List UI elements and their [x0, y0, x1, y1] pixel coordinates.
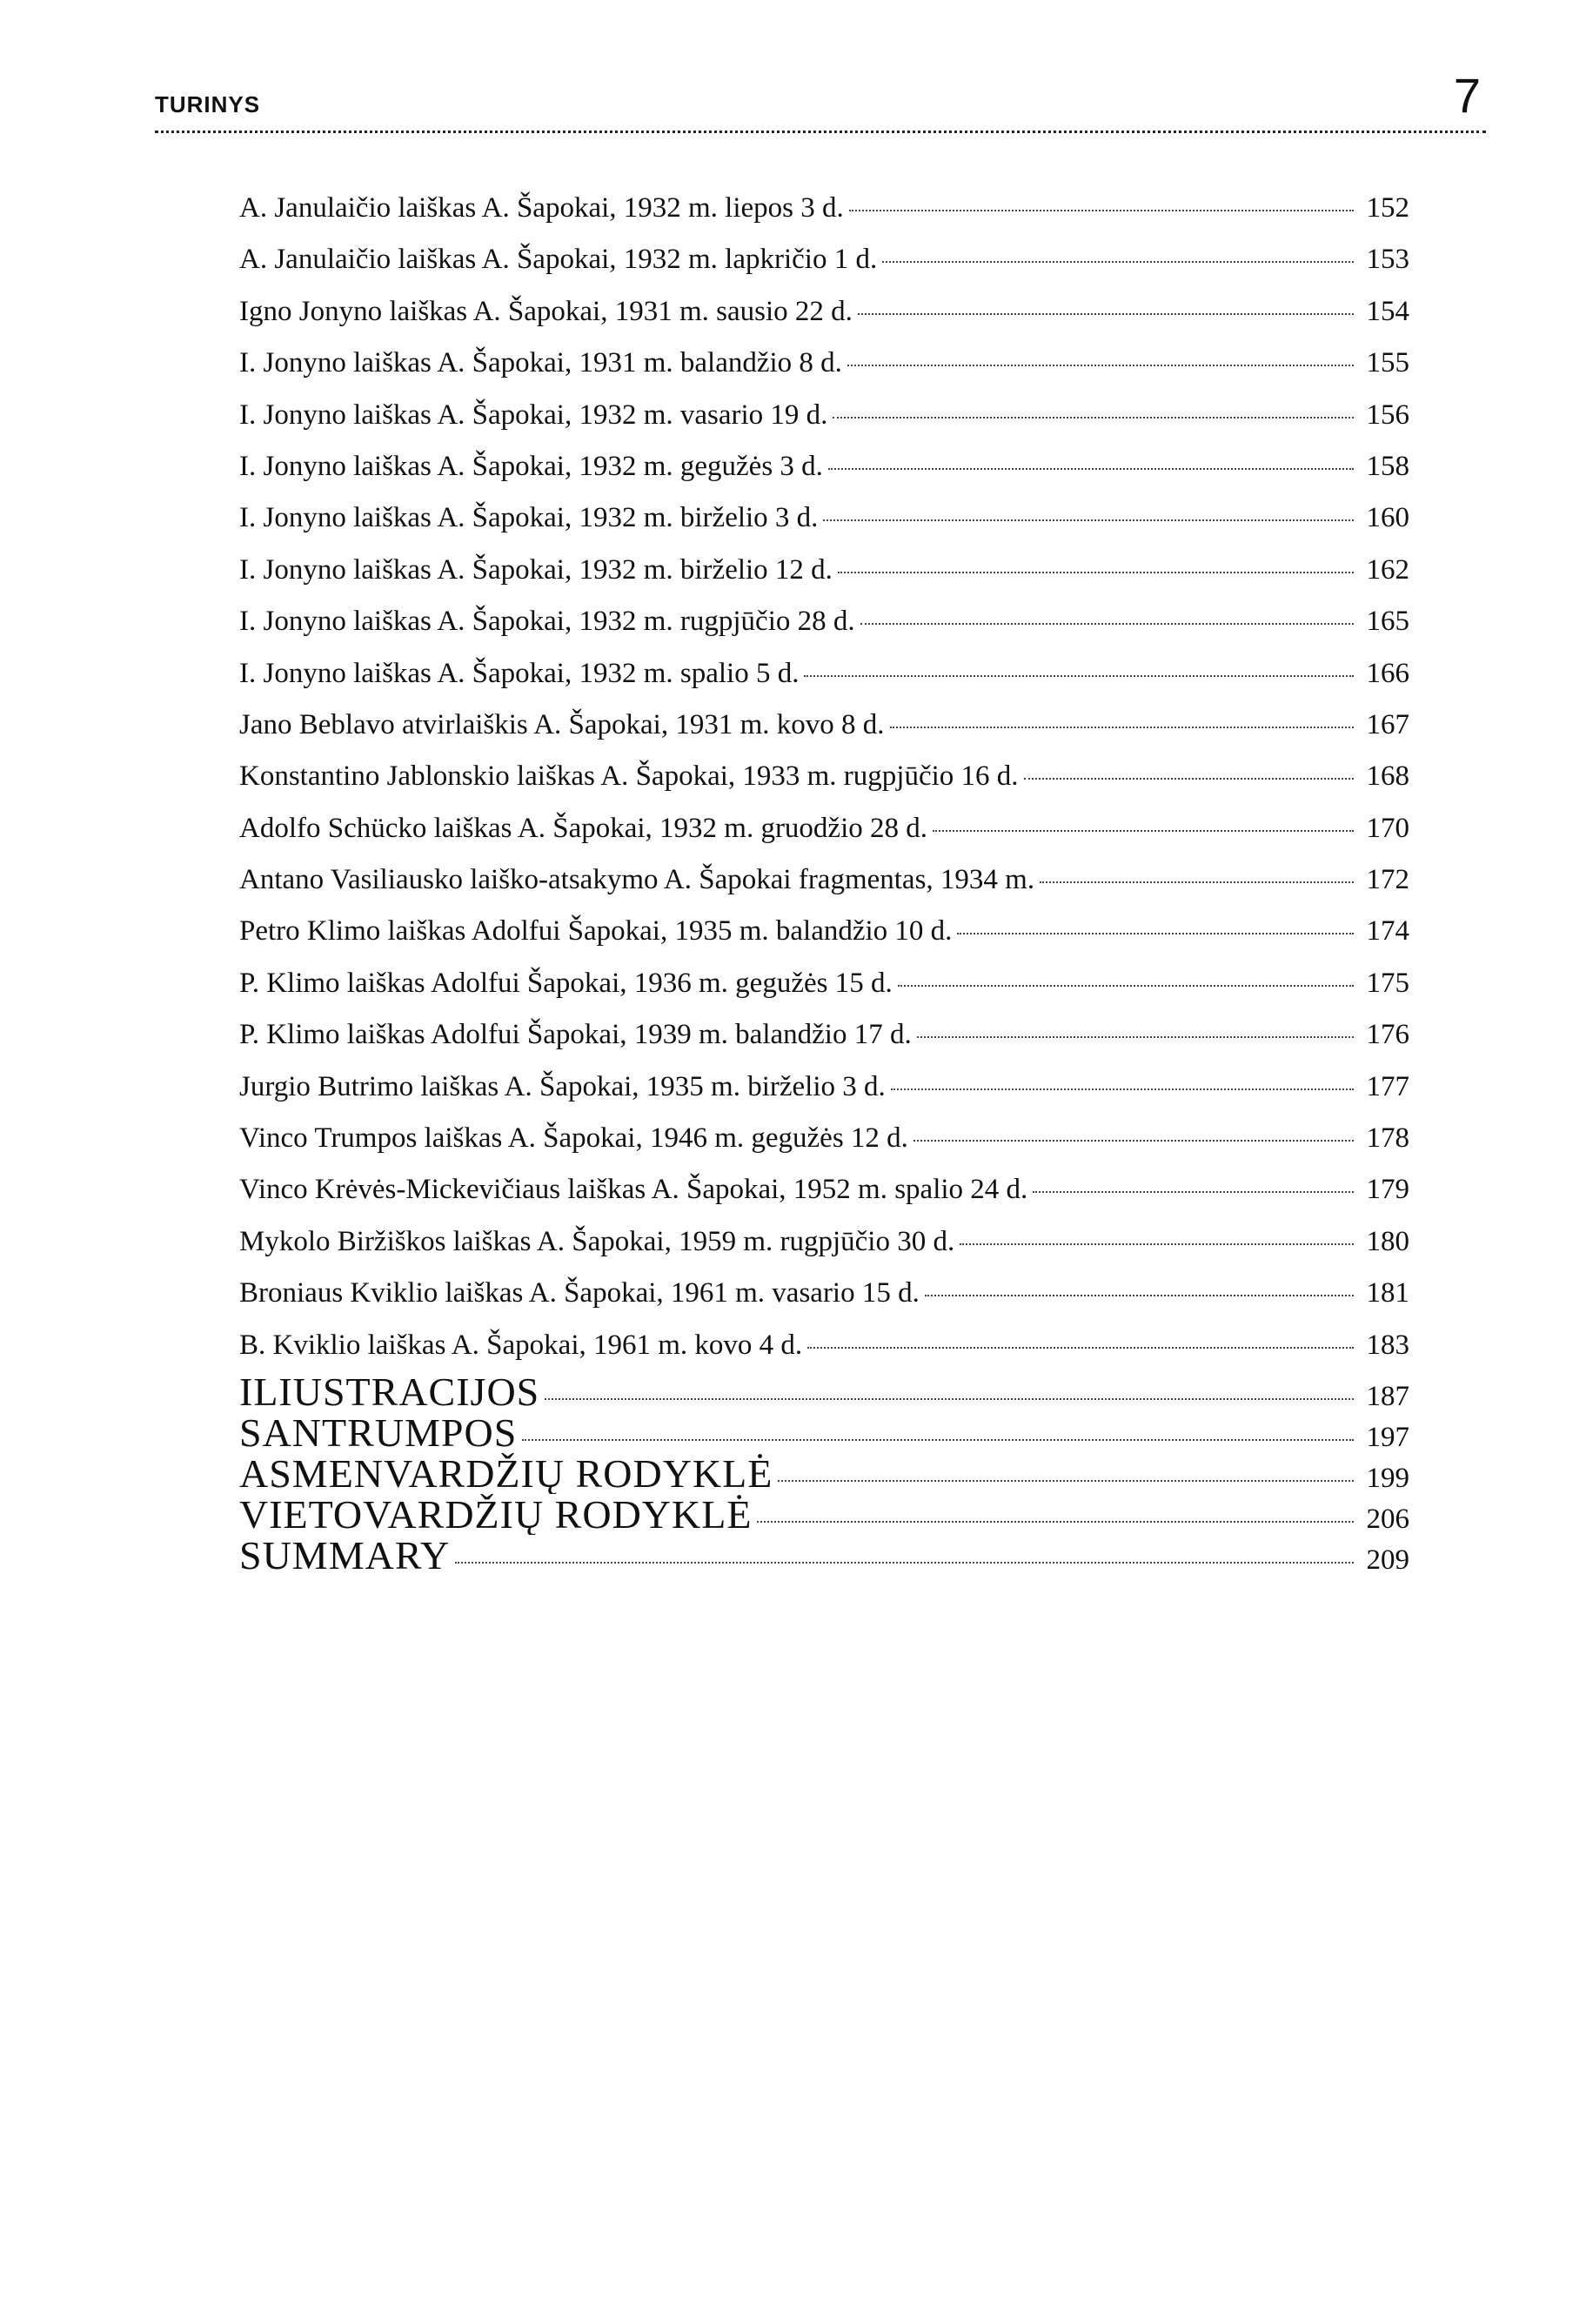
- dot-leader: [858, 313, 1354, 315]
- toc-entry-page: 176: [1366, 1019, 1409, 1051]
- toc-entry-page: 174: [1366, 915, 1409, 948]
- toc-entry-page: 153: [1366, 244, 1409, 276]
- toc-entry-page: 156: [1366, 398, 1409, 431]
- toc-entry: [239, 1009, 1409, 1061]
- dot-leader: [860, 623, 1354, 625]
- toc-entry: [239, 803, 1409, 854]
- dot-leader: [828, 468, 1354, 470]
- dot-leader: [545, 1398, 1354, 1400]
- toc-entry-page: 183: [1366, 1329, 1409, 1361]
- toc-section: [239, 1371, 1409, 1412]
- toc-entry: [239, 1268, 1409, 1319]
- toc-entry-title: Petro Klimo laiškas Adolfui Šapokai, 1935 m. balandžio 10 d.: [239, 915, 953, 948]
- toc-entry-title: Jano Beblavo atvirlaiškis A. Šapokai, 1931 m. kovo 8 d.: [239, 708, 885, 740]
- toc-entry: [239, 1113, 1409, 1164]
- toc-entry-title: I. Jonyno laiškas A. Šapokai, 1932 m. rugpjūčio 28 d.: [239, 606, 855, 638]
- toc-entry-page: 170: [1366, 812, 1409, 844]
- toc-entry-page: 158: [1366, 450, 1409, 482]
- toc-entry-page: 179: [1366, 1174, 1409, 1206]
- toc-entry-page: 167: [1366, 708, 1409, 740]
- toc-entry-title: Antano Vasiliausko laiško-atsakymo A. Šapokai fragmentas, 1934 m.: [239, 864, 1035, 896]
- toc-section-title: ILIUSTRACIJOS: [239, 1370, 540, 1412]
- toc-entry: [239, 700, 1409, 751]
- dot-leader: [833, 417, 1354, 419]
- toc-entry: [239, 854, 1409, 906]
- dot-leader: [807, 1347, 1354, 1349]
- dot-leader: [1033, 1191, 1354, 1193]
- toc-entry: [239, 751, 1409, 802]
- toc-entry-title: Broniaus Kviklio laiškas A. Šapokai, 1961 m. vasario 15 d.: [239, 1277, 920, 1309]
- toc-entry-title: I. Jonyno laiškas A. Šapokai, 1932 m. vasario 19 d.: [239, 398, 828, 431]
- toc-entry-title: P. Klimo laiškas Adolfui Šapokai, 1936 m. gegužės 15 d.: [239, 967, 893, 999]
- toc-entry-page: 155: [1366, 347, 1409, 379]
- toc-entry: [239, 183, 1409, 234]
- dot-leader: [522, 1439, 1354, 1441]
- dot-leader: [891, 1088, 1354, 1090]
- dot-leader: [917, 1036, 1354, 1038]
- dot-leader: [849, 210, 1354, 211]
- toc-entry-page: 172: [1366, 864, 1409, 896]
- dot-leader: [913, 1140, 1354, 1142]
- dot-leader: [957, 933, 1354, 934]
- toc-entry-title: A. Janulaičio laiškas A. Šapokai, 1932 m. lapkričio 1 d.: [239, 244, 878, 276]
- toc-entry-page: 162: [1366, 553, 1409, 586]
- dot-leader: [455, 1562, 1354, 1564]
- toc-entries: [239, 183, 1409, 1371]
- toc-section: [239, 1535, 1409, 1576]
- toc-section-title: VIETOVARDŽIŲ RODYKLĖ: [239, 1493, 753, 1535]
- toc-entry-page: 181: [1366, 1277, 1409, 1309]
- toc-section-title: SUMMARY: [239, 1534, 451, 1576]
- dot-leader: [757, 1521, 1354, 1523]
- toc-entry-title: I. Jonyno laiškas A. Šapokai, 1932 m. birželio 12 d.: [239, 553, 833, 586]
- dot-leader: [1040, 881, 1354, 883]
- toc-entry-title: Vinco Trumpos laiškas A. Šapokai, 1946 m. gegužės 12 d.: [239, 1122, 908, 1155]
- toc-entry-page: 154: [1366, 295, 1409, 327]
- toc-section: [239, 1453, 1409, 1494]
- dot-leader: [898, 985, 1354, 987]
- toc-entry-page: 168: [1366, 760, 1409, 793]
- toc-entry: [239, 338, 1409, 389]
- toc-entry-title: Vinco Krėvės-Mickevičiaus laiškas A. Šapokai, 1952 m. spalio 24 d.: [239, 1174, 1028, 1206]
- dot-leader: [890, 727, 1354, 728]
- toc-entry-title: I. Jonyno laiškas A. Šapokai, 1931 m. balandžio 8 d.: [239, 347, 842, 379]
- dot-leader: [925, 1295, 1354, 1296]
- toc-section-page: 209: [1366, 1544, 1409, 1576]
- toc-section-page: 206: [1366, 1503, 1409, 1535]
- toc-entry: [239, 286, 1409, 338]
- toc-entry: [239, 1216, 1409, 1268]
- toc-entry: [239, 1164, 1409, 1216]
- toc-entry-title: I. Jonyno laiškas A. Šapokai, 1932 m. gegužės 3 d.: [239, 450, 823, 482]
- toc-entry: [239, 648, 1409, 700]
- toc-section-page: 187: [1366, 1380, 1409, 1412]
- toc-entry: [239, 390, 1409, 441]
- toc-entry: [239, 441, 1409, 492]
- table-of-contents: [239, 183, 1409, 1576]
- toc-section-page: 199: [1366, 1462, 1409, 1494]
- page-number: 7: [1453, 68, 1481, 123]
- toc-entry-page: 175: [1366, 967, 1409, 999]
- toc-section-page: 197: [1366, 1421, 1409, 1453]
- toc-entry: [239, 234, 1409, 285]
- dot-leader: [778, 1480, 1354, 1482]
- toc-entry-title: Jurgio Butrimo laiškas A. Šapokai, 1935 m. birželio 3 d.: [239, 1070, 886, 1102]
- toc-entry: [239, 492, 1409, 544]
- toc-entry-title: Adolfo Schücko laiškas A. Šapokai, 1932 m. gruodžio 28 d.: [239, 812, 928, 844]
- toc-section-title: ASMENVARDŽIŲ RODYKLĖ: [239, 1452, 773, 1494]
- dot-leader: [804, 675, 1354, 677]
- toc-entry-page: 152: [1366, 192, 1409, 224]
- toc-entry-title: A. Janulaičio laiškas A. Šapokai, 1932 m. liepos 3 d.: [239, 192, 844, 224]
- toc-entry-title: Konstantino Jablonskio laiškas A. Šapokai, 1933 m. rugpjūčio 16 d.: [239, 760, 1019, 793]
- dot-leader: [823, 519, 1354, 521]
- toc-entry-title: I. Jonyno laiškas A. Šapokai, 1932 m. birželio 3 d.: [239, 502, 819, 534]
- header-title: TURINYS: [155, 91, 261, 117]
- toc-entry-title: Igno Jonyno laiškas A. Šapokai, 1931 m. sausio 22 d.: [239, 295, 853, 327]
- dot-leader: [838, 572, 1354, 573]
- toc-entry-page: 178: [1366, 1122, 1409, 1155]
- toc-entry-title: B. Kviklio laiškas A. Šapokai, 1961 m. kovo 4 d.: [239, 1329, 803, 1361]
- toc-entry-title: P. Klimo laiškas Adolfui Šapokai, 1939 m. balandžio 17 d.: [239, 1019, 912, 1051]
- toc-section: [239, 1494, 1409, 1535]
- dot-leader: [847, 365, 1354, 366]
- toc-entry: [239, 958, 1409, 1009]
- toc-entry-page: 160: [1366, 502, 1409, 534]
- toc-sections: [239, 1371, 1409, 1576]
- toc-entry-page: 166: [1366, 657, 1409, 689]
- toc-entry: [239, 1062, 1409, 1113]
- toc-entry-page: 180: [1366, 1225, 1409, 1257]
- running-header: [155, 61, 1486, 133]
- toc-entry: [239, 906, 1409, 957]
- toc-entry-page: 165: [1366, 606, 1409, 638]
- dot-leader: [1024, 778, 1354, 780]
- toc-entry: [239, 596, 1409, 647]
- dot-leader: [960, 1243, 1354, 1245]
- toc-entry-page: 177: [1366, 1070, 1409, 1102]
- dot-leader: [933, 830, 1354, 832]
- toc-entry-title: Mykolo Biržiškos laiškas A. Šapokai, 1959 m. rugpjūčio 30 d.: [239, 1225, 955, 1257]
- toc-entry-title: I. Jonyno laiškas A. Šapokai, 1932 m. spalio 5 d.: [239, 657, 800, 689]
- toc-section-title: SANTRUMPOS: [239, 1411, 518, 1453]
- toc-section: [239, 1412, 1409, 1453]
- dot-leader: [882, 261, 1354, 263]
- toc-entry: [239, 1320, 1409, 1371]
- toc-entry: [239, 545, 1409, 596]
